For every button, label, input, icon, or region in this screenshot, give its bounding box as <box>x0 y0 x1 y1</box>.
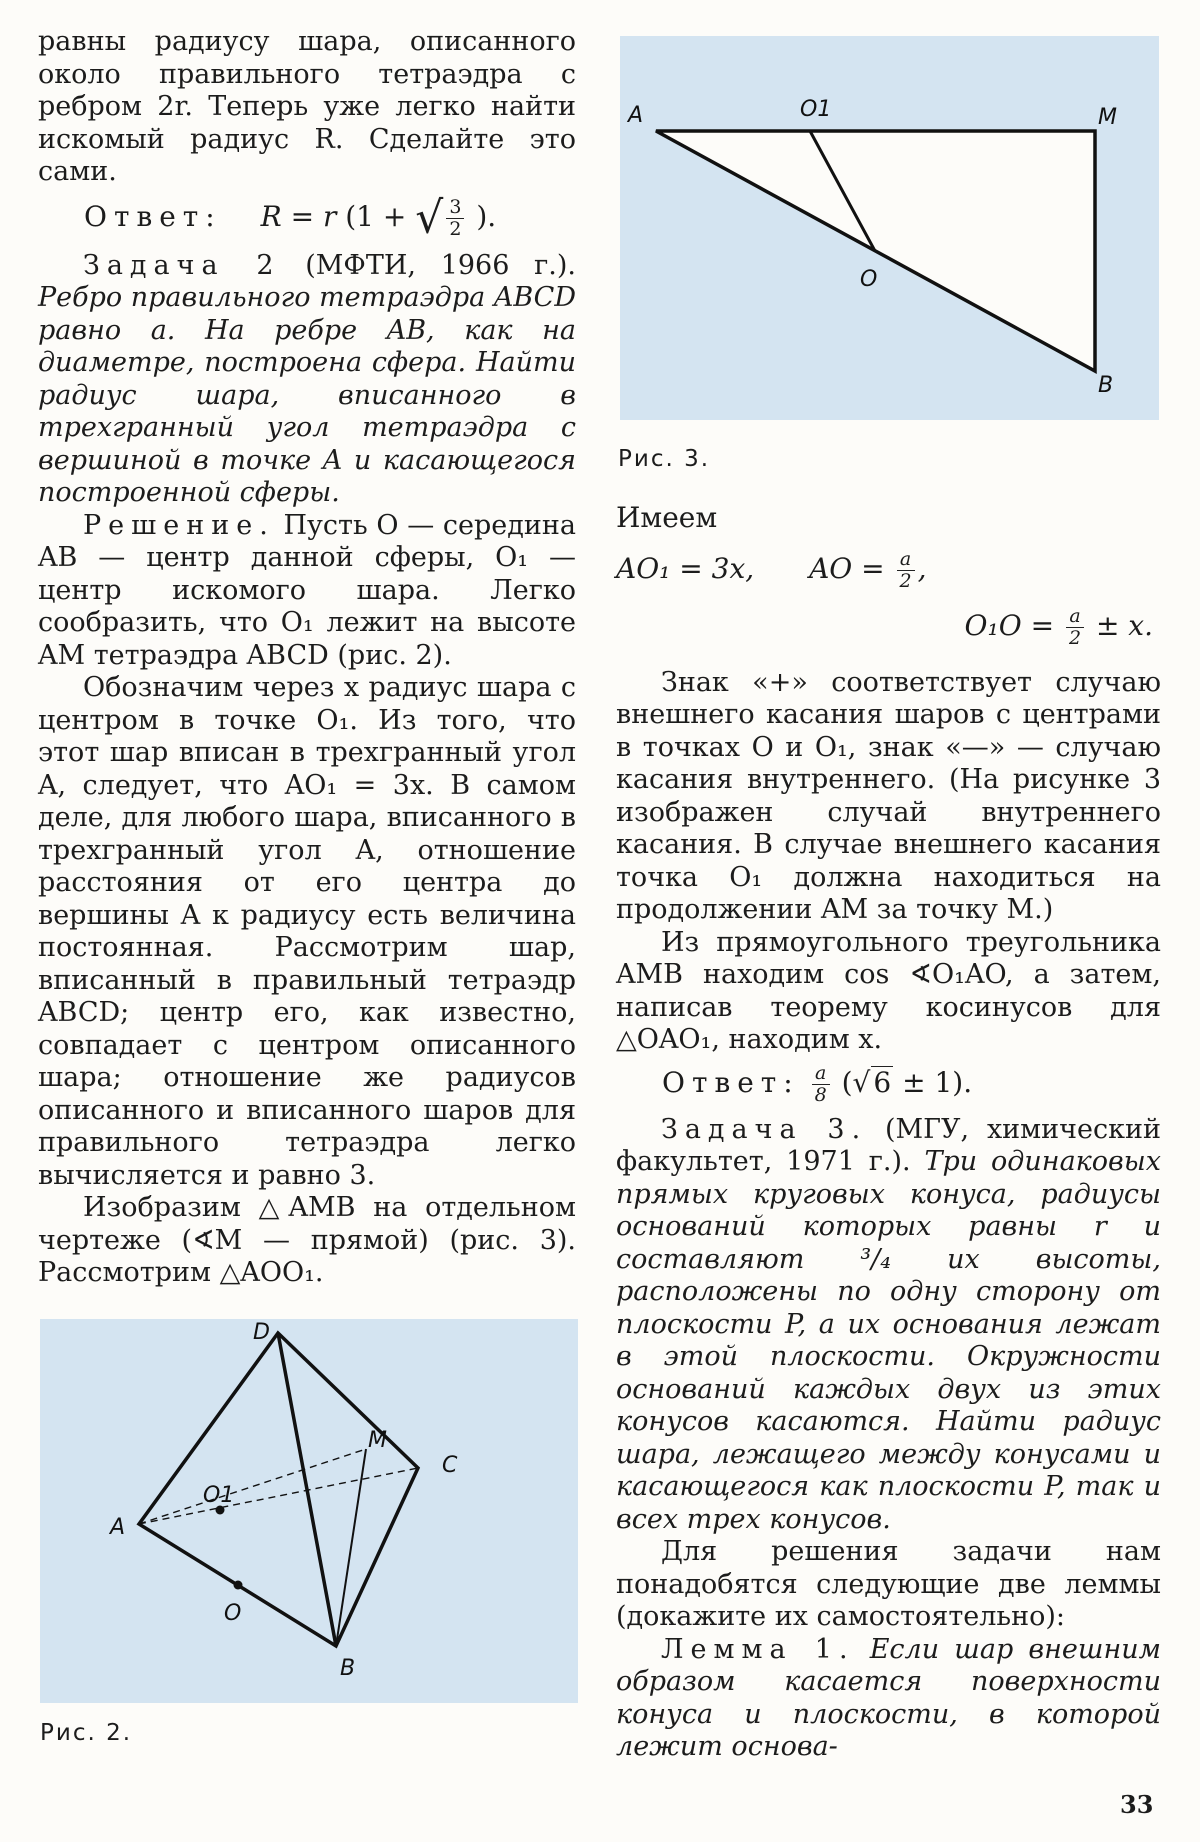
solution-paragraph: Решение. Пусть O — середина AB — центр данной сферы, O₁ — центр искомого шара. Легко сообразить, что O₁ лежит на высоте AM тетраэдра ABCD (рис. 2). <box>38 509 576 671</box>
right-column <box>616 502 1161 1764</box>
task2-paragraph: Задача 2 (МФТИ, 1966 г.). Ребро правильного тетраэдра ABCD равно a. На ребре AB, как на диаметре, построена сфера. Найти радиус шара, вписанного в трехгранный угол тетраэдра с вершиной в точке A и касающегося построенной сферы. <box>38 249 576 508</box>
draw-paragraph: Изобразим △AMB на отдельном чертеже (∢M — прямой) (рис. 3). Рассмотрим △AOO₁. <box>38 1192 576 1288</box>
figure-3-drawing <box>620 36 1159 420</box>
figure-3 <box>620 36 1159 420</box>
formula-1: AO₁ = 3x, AO = $\frac{a}{2}$ , <box>616 547 927 592</box>
lemma1-paragraph: Лемма 1. Если шар внешним образом касается поверхности конуса и плоскости, в которой лежит основа- <box>616 1633 1161 1762</box>
label-m: M <box>368 1428 387 1453</box>
label-a: A <box>110 1515 126 1540</box>
intro-paragraph: равны радиусу шара, описанного около правильного тетраэдра с ребром 2r. Теперь уже легко найти искомый радиус R. Сделайте это сами. <box>38 26 576 187</box>
figure-3-caption: Рис. 3. <box>618 446 711 472</box>
label-a: A <box>628 103 644 128</box>
label-o: O <box>224 1601 242 1626</box>
label-o: O <box>860 267 878 292</box>
label-b: B <box>340 1656 356 1681</box>
label-m: M <box>1098 105 1117 130</box>
tetrahedron-edges <box>139 1333 418 1646</box>
triangle-amb <box>656 131 1095 371</box>
figure-2-drawing <box>40 1319 578 1703</box>
fraction-3-2: $\frac{3}{2}$ <box>446 197 464 240</box>
label-c: C <box>442 1453 458 1478</box>
figure-2-caption: Рис. 2. <box>40 1720 133 1746</box>
left-column <box>38 26 576 1290</box>
label-b: B <box>1098 373 1114 398</box>
lemmas-paragraph: Для решения задачи нам понадобятся следующие две леммы (докажите их самостоятельно): <box>616 1536 1161 1632</box>
point-o <box>234 1581 243 1590</box>
answer-2: Ответ: $\frac{a}{8}$ (√ 6 ± 1). <box>662 1061 973 1106</box>
label-d: D <box>253 1320 270 1345</box>
triangle-paragraph: Из прямоугольного треугольника AMB находим cos ∢O₁AO, а затем, написав теорему косинусов для △OAO₁, находим x. <box>616 926 1161 1055</box>
have-label: Имеем <box>616 501 718 534</box>
label-o1: O1 <box>203 1483 235 1508</box>
hidden-edges <box>139 1449 418 1524</box>
figure-2 <box>40 1319 578 1703</box>
answer-1: Ответ: R = r (1 + √ $\frac{3}{2}$ ). <box>84 191 497 243</box>
denote-paragraph: Обозначим через x радиус шара с центром в точке O₁. Из того, что этот шар вписан в трехгранный угол A, следует, что AO₁ = 3x. В самом деле, для любого шара, вписанного в трехгранный угол A, отношение расстояния от его центра до вершины A к радиусу есть величина постоянная. Рассмотрим шар, вписанный в правильный тетраэдр ABCD; центр его, как известно, совпадает с центром описанного шара; отношение же радиусов описанного и вписанного шаров для правильного тетраэдра легко вычисляется и равно 3. <box>38 672 576 1191</box>
page-number: 33 <box>1120 1790 1154 1819</box>
label-o1: O1 <box>800 97 832 122</box>
sign-paragraph: Знак «+» соответствует случаю внешнего касания шаров с центрами в точках O и O₁, знак «—» — случаю касания внутреннего. (На рисунке 3 изображен случай внутреннего касания. В случае внешнего касания точка O₁ должна находиться на продолжении AM за точку M.) <box>616 666 1161 925</box>
task3-paragraph: Задача 3. (МГУ, химический факультет, 1971 г.). Три одинаковых прямых круговых конуса, радиусы оснований которых равны r и составляют ³/₄ их высоты, расположены по одну сторону от плоскости P, а их основания лежат в этой плоскости. Окружности оснований каждых двух из этих конусов касаются. Найти радиус шара, лежащего между конусами и касающегося как плоскости P, так и всех трех конусов. <box>616 1113 1161 1535</box>
formula-2: O₁O = $\frac{a}{2}$ ± x. <box>964 604 1153 649</box>
